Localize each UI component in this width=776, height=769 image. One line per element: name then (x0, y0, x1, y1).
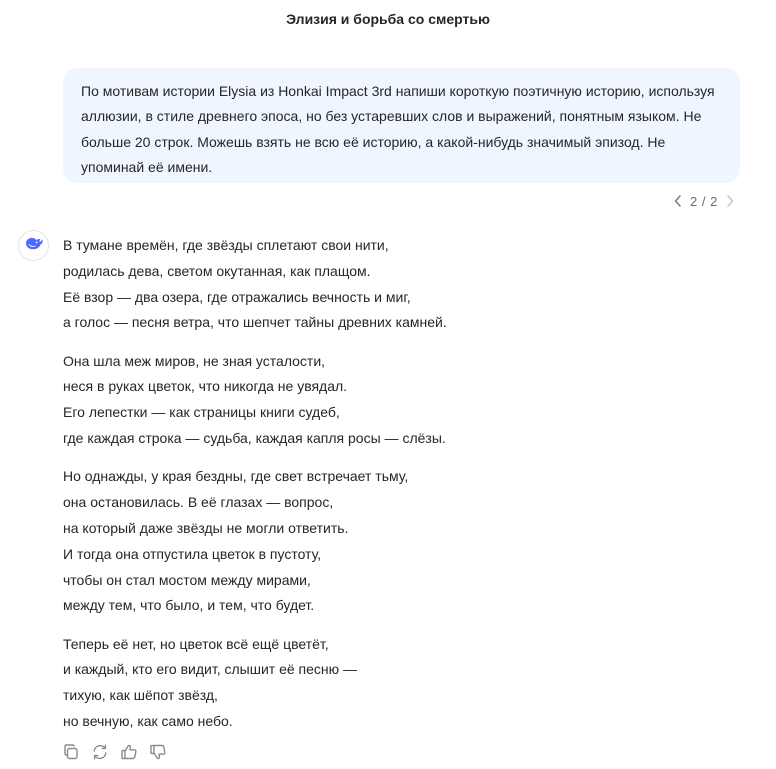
user-message (63, 68, 740, 183)
poem-line: Её взор — два озера, где отражались вечность и миг, (63, 288, 411, 305)
poem-line: но вечную, как само небо. (63, 713, 233, 730)
poem-line: где каждая строка — судьба, каждая капля росы — слёзы. (63, 430, 446, 447)
poem-line: Но однажды, у края бездны, где свет встречает тьму, (63, 468, 409, 485)
assistant-message (63, 233, 743, 747)
whale-logo-icon (24, 235, 44, 256)
thumbs-down-icon (149, 743, 167, 761)
poem-line: В тумане времён, где звёзды сплетают свои нити, (63, 237, 389, 253)
poem-line: Она шла меж миров, не зная усталости, (63, 352, 326, 369)
poem-line: Его лепестки — как страницы книги судеб, (63, 404, 340, 421)
poem-line: родилась дева, светом окутанная, как плащом. (63, 262, 371, 279)
stanza (63, 464, 743, 619)
pager-count: 2 / 2 (690, 193, 718, 209)
poem-line: на который даже звёзды не могли ответить. (63, 519, 349, 536)
stanza (63, 632, 743, 735)
poem-line: И тогда она отпустила цветок в пустоту, (63, 545, 322, 562)
regenerate-icon (91, 743, 109, 761)
response-pager (670, 191, 738, 211)
poem-line: тихую, как шёпот звёзд, (63, 687, 218, 704)
poem-line: между тем, что было, и тем, что будет. (63, 597, 315, 614)
stanza (63, 233, 743, 336)
poem-line: чтобы он стал мостом между мирами, (63, 571, 311, 588)
poem-line: и каждый, кто его видит, слышит её песню — (63, 661, 358, 678)
stanza (63, 349, 743, 452)
page-title: Элизия и борьба со смертью (286, 11, 490, 27)
copy-button[interactable] (61, 742, 81, 762)
dislike-button[interactable] (148, 742, 168, 762)
poem-line: неся в руках цветок, что никогда не увядал. (63, 378, 348, 395)
assistant-avatar (18, 230, 49, 261)
copy-icon (62, 743, 80, 761)
chevron-right-icon[interactable] (722, 191, 738, 211)
message-actions (61, 742, 177, 762)
regenerate-button[interactable] (90, 742, 110, 762)
like-button[interactable] (119, 742, 139, 762)
thumbs-up-icon (120, 743, 138, 761)
poem-line: она остановилась. В её глазах — вопрос, (63, 494, 334, 511)
poem-line: Теперь её нет, но цветок всё ещё цветёт, (63, 635, 329, 652)
chevron-left-icon[interactable] (670, 191, 686, 211)
user-message-text: По мотивам истории Elysia из Honkai Impact 3rd напиши короткую поэтичную историю, используя аллюзии, в стиле древнего эпоса, но без устаревших слов и выражений, понятным языком. Не больше 20 строк. Можешь взять не всю её историю, а какой-нибудь значимый эпизод. Не упоминай её имени. (81, 83, 715, 176)
poem-line: а голос — песня ветра, что шепчет тайны древних камней. (63, 314, 447, 331)
